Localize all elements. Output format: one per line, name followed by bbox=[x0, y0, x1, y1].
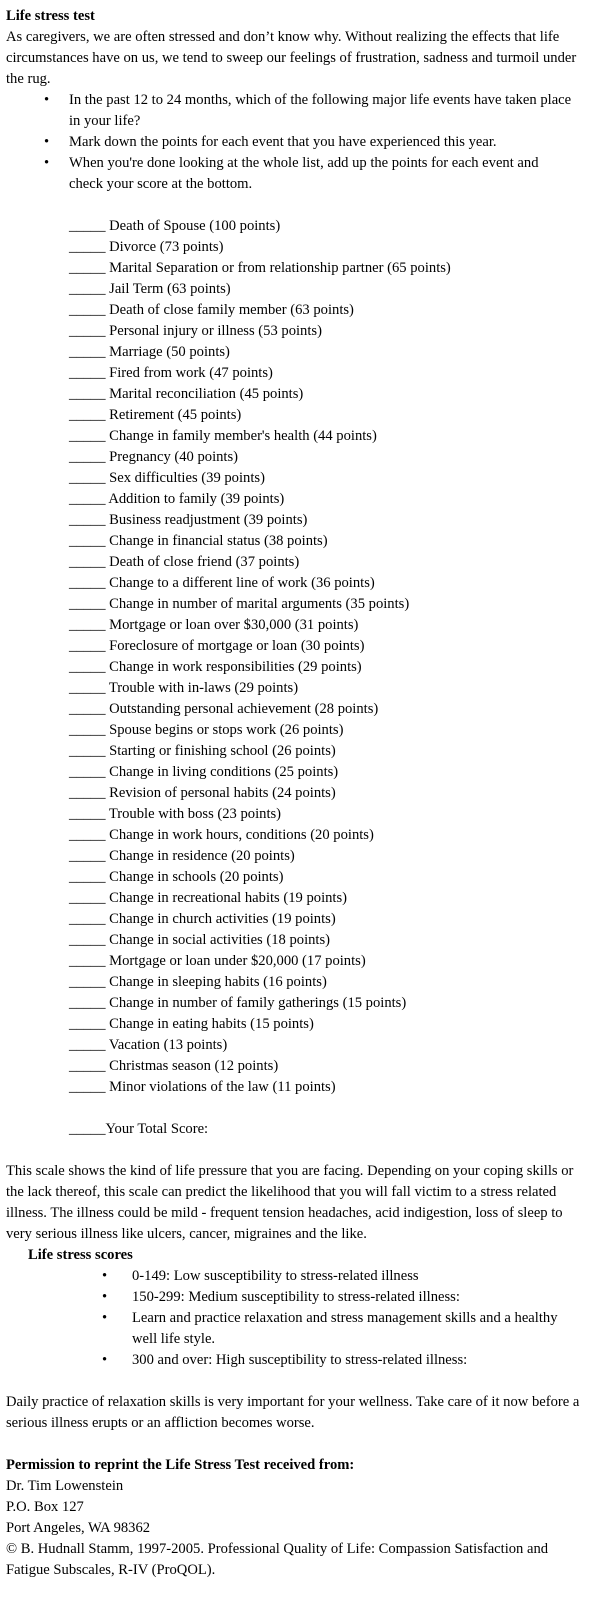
score-blank: _____ bbox=[69, 722, 106, 738]
bullet-icon: • bbox=[102, 1268, 108, 1284]
life-event-label: Spouse begins or stops work (26 points) bbox=[109, 722, 344, 738]
life-event-label: Starting or finishing school (26 points) bbox=[109, 743, 336, 759]
life-event-item bbox=[69, 804, 596, 825]
life-event-label: Change in sleeping habits (16 points) bbox=[109, 974, 327, 990]
life-event-item bbox=[69, 972, 596, 993]
score-blank: _____ bbox=[69, 785, 106, 801]
score-blank: _____ bbox=[69, 1016, 106, 1032]
life-event-label: Revision of personal habits (24 points) bbox=[109, 785, 336, 801]
life-event-item bbox=[69, 1014, 596, 1035]
life-event-item bbox=[69, 699, 596, 720]
address-line: Port Angeles, WA 98362 bbox=[6, 1520, 151, 1536]
score-blank: _____ bbox=[69, 932, 106, 948]
score-blank: _____ bbox=[69, 1058, 106, 1074]
life-event-label: Addition to family (39 points) bbox=[108, 491, 285, 507]
life-event-item bbox=[69, 447, 596, 468]
scores-list bbox=[6, 1266, 596, 1371]
life-event-label: Change in financial status (38 points) bbox=[109, 533, 328, 549]
score-blank: _____ bbox=[69, 764, 106, 780]
score-blank: _____ bbox=[69, 617, 106, 633]
score-blank: _____ bbox=[69, 554, 106, 570]
score-blank: _____ bbox=[69, 953, 106, 969]
score-blank: _____ bbox=[69, 386, 106, 402]
life-event-item bbox=[69, 783, 596, 804]
score-blank: _____ bbox=[69, 701, 106, 717]
score-blank: _____ bbox=[69, 659, 106, 675]
life-event-label: Change in number of family gatherings (15 points) bbox=[109, 995, 407, 1011]
life-event-item bbox=[69, 384, 596, 405]
score-blank: _____ bbox=[69, 533, 106, 549]
document-title: Life stress test bbox=[6, 8, 95, 24]
life-event-item bbox=[69, 720, 596, 741]
life-event-item bbox=[69, 531, 596, 552]
life-event-item bbox=[69, 216, 596, 237]
life-event-label: Marriage (50 points) bbox=[109, 344, 230, 360]
life-event-label: Change in social activities (18 points) bbox=[109, 932, 331, 948]
life-event-label: Divorce (73 points) bbox=[109, 239, 224, 255]
life-event-label: Retirement (45 points) bbox=[109, 407, 242, 423]
score-blank: _____ bbox=[69, 344, 106, 360]
scores-heading: Life stress scores bbox=[28, 1247, 133, 1263]
life-event-item bbox=[69, 846, 596, 867]
score-blank: _____ bbox=[69, 638, 106, 654]
score-blank: _____ bbox=[69, 260, 106, 276]
bullet-icon: • bbox=[44, 134, 50, 150]
score-blank: _____ bbox=[69, 1079, 106, 1095]
life-event-label: Outstanding personal achievement (28 points) bbox=[109, 701, 379, 717]
life-event-item bbox=[69, 678, 596, 699]
life-event-label: Mortgage or loan under $20,000 (17 points) bbox=[109, 953, 366, 969]
life-event-label: Sex difficulties (39 points) bbox=[109, 470, 265, 486]
life-event-label: Mortgage or loan over $30,000 (31 points) bbox=[109, 617, 359, 633]
life-event-item bbox=[69, 321, 596, 342]
life-event-label: Change in work hours, conditions (20 points) bbox=[109, 827, 374, 843]
instruction-item: • When you're done looking at the whole list, add up the points for each event and check your score at the bottom. bbox=[44, 155, 539, 192]
copyright-notice: © B. Hudnall Stamm, 1997-2005. Professional Quality of Life: Compassion Satisfaction and Fatigue Subscales, R-IV (ProQOL). bbox=[6, 1541, 549, 1578]
life-event-item bbox=[69, 636, 596, 657]
life-event-label: Foreclosure of mortgage or loan (30 points) bbox=[109, 638, 365, 654]
score-blank: _____ bbox=[69, 512, 106, 528]
bullet-icon: • bbox=[102, 1352, 108, 1368]
life-event-item bbox=[69, 993, 596, 1014]
life-event-label: Vacation (13 points) bbox=[108, 1037, 228, 1053]
score-blank: _____ bbox=[69, 743, 106, 759]
life-event-label: Trouble with in-laws (29 points) bbox=[108, 680, 299, 696]
scale-explanation: This scale shows the kind of life pressure that you are facing. Depending on your coping skills or the lack thereof, this scale can predict the likelihood that you will fall victim to a stress related illness. The illness could be mild - frequent tension headaches, acid indigestion, loss of sleep to very serious illness like ulcers, cancer, migraines and the like. bbox=[6, 1163, 574, 1242]
life-events-list bbox=[6, 216, 596, 1098]
life-event-label: Death of close friend (37 points) bbox=[109, 554, 300, 570]
score-blank: _____ bbox=[69, 491, 106, 507]
life-event-item bbox=[69, 279, 596, 300]
life-event-label: Change in family member's health (44 points) bbox=[109, 428, 377, 444]
life-event-label: Change in residence (20 points) bbox=[109, 848, 295, 864]
score-blank: _____ bbox=[69, 848, 106, 864]
life-event-item bbox=[69, 909, 596, 930]
score-blank: _____ bbox=[69, 407, 106, 423]
life-event-label: Change to a different line of work (36 points) bbox=[109, 575, 375, 591]
life-event-item bbox=[69, 615, 596, 636]
score-blank: _____ bbox=[69, 365, 106, 381]
life-event-label: Change in work responsibilities (29 points) bbox=[109, 659, 362, 675]
bullet-icon: • bbox=[102, 1289, 108, 1305]
daily-practice-paragraph: Daily practice of relaxation skills is very important for your wellness. Take care of it now before a serious illness erupts or an affliction becomes worse. bbox=[6, 1394, 580, 1431]
life-event-label: Change in schools (20 points) bbox=[109, 869, 284, 885]
life-event-label: Death of close family member (63 points) bbox=[109, 302, 354, 318]
address-line: P.O. Box 127 bbox=[6, 1499, 84, 1515]
score-item: • 150-299: Medium susceptibility to stress-related illness: bbox=[6, 1287, 572, 1308]
permission-heading: Permission to reprint the Life Stress Test received from: bbox=[6, 1457, 355, 1473]
instructions-list bbox=[6, 90, 596, 195]
score-blank: _____ bbox=[69, 575, 106, 591]
life-event-label: Change in number of marital arguments (35 points) bbox=[109, 596, 410, 612]
life-event-label: Change in recreational habits (19 points) bbox=[109, 890, 348, 906]
score-item: • 300 and over: High susceptibility to stress-related illness: bbox=[6, 1350, 572, 1371]
instruction-item: • In the past 12 to 24 months, which of the following major life events have taken place in your life? bbox=[44, 92, 572, 129]
score-blank: _____ bbox=[69, 596, 106, 612]
score-blank: _____ bbox=[69, 281, 106, 297]
life-event-label: Change in living conditions (25 points) bbox=[109, 764, 339, 780]
score-blank: _____ bbox=[69, 995, 106, 1011]
life-event-item bbox=[69, 363, 596, 384]
life-event-label: Change in church activities (19 points) bbox=[109, 911, 336, 927]
life-event-item bbox=[69, 552, 596, 573]
score-blank: _____ bbox=[69, 974, 106, 990]
score-blank: _____ bbox=[69, 869, 106, 885]
life-event-label: Fired from work (47 points) bbox=[109, 365, 273, 381]
address-block bbox=[6, 1476, 596, 1539]
bullet-icon: • bbox=[44, 155, 50, 171]
score-blank: _____ bbox=[69, 911, 106, 927]
life-event-label: Trouble with boss (23 points) bbox=[108, 806, 282, 822]
score-blank: _____ bbox=[69, 323, 106, 339]
life-event-item bbox=[69, 258, 596, 279]
address-line: Dr. Tim Lowenstein bbox=[6, 1478, 124, 1494]
life-event-label: Death of Spouse (100 points) bbox=[109, 218, 281, 234]
life-event-item bbox=[69, 657, 596, 678]
total-score-line: _____Your Total Score: bbox=[69, 1121, 209, 1137]
life-event-item bbox=[69, 1056, 596, 1077]
score-blank: _____ bbox=[69, 302, 106, 318]
score-blank: _____ bbox=[69, 890, 106, 906]
score-item: • 0-149: Low susceptibility to stress-related illness bbox=[6, 1266, 572, 1287]
life-event-item bbox=[69, 762, 596, 783]
score-blank: _____ bbox=[69, 680, 106, 696]
life-event-label: Jail Term (63 points) bbox=[109, 281, 231, 297]
life-event-item bbox=[69, 951, 596, 972]
life-event-item bbox=[69, 573, 596, 594]
score-blank: _____ bbox=[69, 1037, 106, 1053]
life-event-item bbox=[69, 237, 596, 258]
life-event-item bbox=[69, 930, 596, 951]
life-event-item bbox=[69, 468, 596, 489]
life-event-item bbox=[69, 1035, 596, 1056]
life-event-label: Pregnancy (40 points) bbox=[109, 449, 239, 465]
life-event-item bbox=[69, 489, 596, 510]
life-event-label: Personal injury or illness (53 points) bbox=[109, 323, 322, 339]
life-event-item bbox=[69, 741, 596, 762]
life-event-item bbox=[69, 594, 596, 615]
score-blank: _____ bbox=[69, 827, 106, 843]
score-blank: _____ bbox=[69, 239, 106, 255]
life-event-item bbox=[69, 888, 596, 909]
life-event-item bbox=[69, 342, 596, 363]
life-event-item bbox=[69, 405, 596, 426]
life-event-item bbox=[69, 1077, 596, 1098]
life-event-item bbox=[69, 510, 596, 531]
score-blank: _____ bbox=[69, 218, 106, 234]
life-event-item bbox=[69, 825, 596, 846]
life-event-label: Business readjustment (39 points) bbox=[109, 512, 308, 528]
score-blank: _____ bbox=[69, 806, 106, 822]
life-event-item bbox=[69, 867, 596, 888]
score-blank: _____ bbox=[69, 449, 106, 465]
bullet-icon: • bbox=[44, 92, 50, 108]
bullet-icon: • bbox=[102, 1310, 108, 1326]
life-event-label: Marital Separation or from relationship partner (65 points) bbox=[109, 260, 451, 276]
score-blank: _____ bbox=[69, 470, 106, 486]
instruction-item: • Mark down the points for each event that you have experienced this year. bbox=[6, 132, 573, 153]
life-event-label: Marital reconciliation (45 points) bbox=[109, 386, 304, 402]
intro-paragraph: As caregivers, we are often stressed and don’t know why. Without realizing the effects that life circumstances have on us, we tend to sweep our feelings of frustration, sadness and turmoil under the rug. bbox=[6, 29, 577, 87]
life-event-label: Change in eating habits (15 points) bbox=[109, 1016, 314, 1032]
life-event-item bbox=[69, 300, 596, 321]
score-blank: _____ bbox=[69, 428, 106, 444]
life-event-item bbox=[69, 426, 596, 447]
life-event-label: Christmas season (12 points) bbox=[109, 1058, 279, 1074]
life-event-label: Minor violations of the law (11 points) bbox=[109, 1079, 336, 1095]
score-item: • Learn and practice relaxation and stress management skills and a healthy well life style. bbox=[102, 1310, 558, 1347]
